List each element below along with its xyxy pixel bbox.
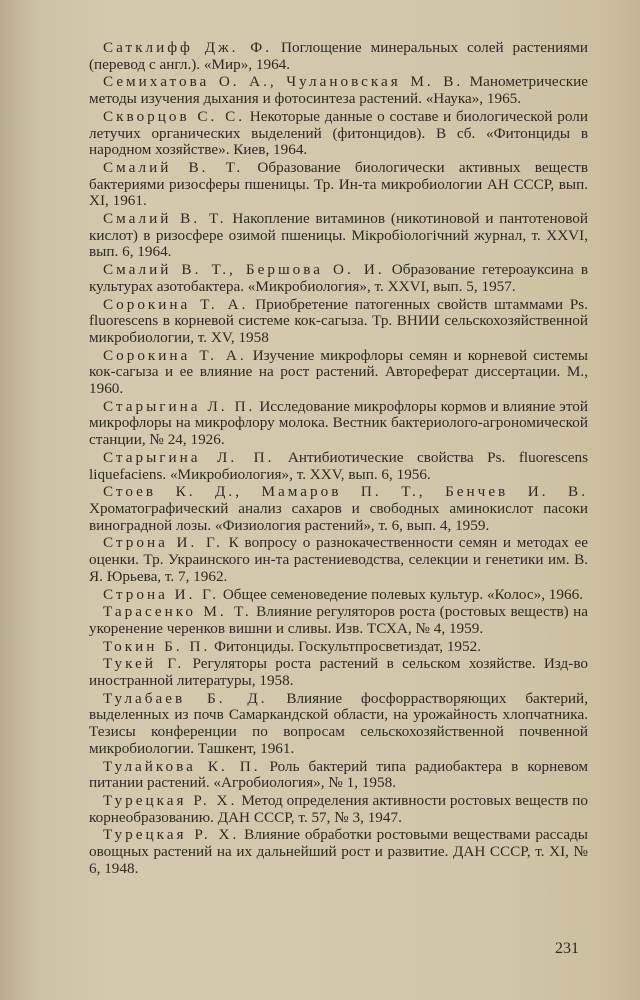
bibliography-entry	[89, 109, 588, 159]
entry-text: Влияние фосфоррастворяющих бактерий, выделенных из почв Самаркандской области, на урожайность хлопчатника. Тезисы конференции по вопросам сельскохозяйственной почвенной микробиологии. Ташкент, 1961.	[89, 689, 588, 757]
entry-author: Скворцов С. С.	[103, 107, 245, 125]
entry-text: Регуляторы роста растений в сельском хозяйстве. Изд-во иностранной литературы, 1958.	[89, 655, 588, 690]
bibliography-entry	[89, 399, 588, 449]
entry-author: Смалий В. Т., Бершова О. И.	[103, 261, 385, 279]
entry-text: Антибиотические свойства Ps. fluorescens liquefaciens. «Микробиология», т. XXV, вып. 6, 1956.	[89, 448, 588, 483]
entry-text: Накопление витаминов (никотиновой и пантотеновой кислот) в ризосфере озимой пшеницы. Мікробіологічний журнал, т. XXVI, вып. 6, 1964.	[89, 210, 588, 261]
entry-author: Старыгина Л. П.	[103, 397, 256, 415]
entry-author: Смалий В. Т.	[103, 210, 227, 228]
entry-author: Турецкая Р. Х.	[103, 791, 238, 809]
entry-text: Роль бактерий типа радиобактера в корневом питании растений. «Агробиология», № 1, 1958.	[89, 757, 588, 792]
bibliography-entry	[89, 759, 588, 792]
bibliography-entry	[89, 262, 588, 295]
entry-author: Смалий В. Т.	[103, 158, 244, 176]
bibliography-entry	[89, 656, 588, 689]
bibliography-entry	[89, 639, 588, 656]
entry-author: Сатклифф Дж. Ф.	[103, 39, 273, 56]
entry-text: Приобретение патогенных свойств штаммами Ps. fluorescens в корневой системе кок-сагыза. Тр. ВНИИ сельскохозяйственной микробиологии, т. XV, 1958	[89, 295, 588, 346]
page-number: 231	[555, 940, 579, 957]
entry-text: Поглощение минеральных солей растениями (перевод с англ.). «Мир», 1964.	[89, 39, 588, 73]
entry-author: Стоев К. Д., Мамаров П. Т., Бенчев И. В.	[103, 483, 588, 501]
entry-author: Строна И. Г.	[103, 534, 223, 552]
entry-text: Образование гетероауксина в культурах азотобактера. «Микробиология», т. XXVI, вып. 5, 1957.	[89, 261, 588, 295]
bibliography-entry	[89, 827, 588, 877]
entry-text: Влияние обработки ростовыми веществами рассады овощных растений на их дальнейший рост и развитие. ДАН СССР, т. XI, № 6, 1948.	[89, 826, 588, 877]
bibliography-list	[89, 40, 588, 878]
entry-author: Турецкая Р. Х.	[103, 826, 240, 844]
bibliography-entry	[89, 160, 588, 210]
bibliography-entry	[89, 587, 588, 604]
entry-text: Хроматографический анализ сахаров и свободных аминокислот пасоки виноградной лозы. «Физиология растений», т. 6, вып. 4, 1959.	[89, 499, 588, 534]
entry-author: Тарасенко М. Т.	[103, 603, 252, 621]
entry-text: Фитонциды. Госкультпросветиздат, 1952.	[210, 637, 482, 655]
entry-text: Изучение микрофлоры семян и корневой системы кок-сагыза и ее влияние на рост растений. Автореферат диссертации. М., 1960.	[89, 346, 588, 398]
bibliography-entry	[89, 74, 588, 107]
entry-author: Сорокина Т. А.	[103, 295, 249, 313]
bibliography-entry	[89, 297, 588, 347]
entry-author: Сорокина Т. А.	[103, 346, 247, 364]
bibliography-entry	[89, 793, 588, 826]
bibliography-entry	[89, 348, 588, 398]
entry-text: Исследование микрофлоры кормов и влияние этой микрофлоры на микрофлору молока. Вестник бактериолого-агрономической станции, № 24, 1926.	[89, 397, 588, 449]
entry-author: Тулайкова К. П.	[103, 757, 261, 775]
entry-author: Строна И. Г.	[103, 585, 220, 603]
entry-text: Некоторые данные о составе и биологической роли летучих органических выделений (фитонцидов). В сб. «Фитонциды в народном хозяйстве». Киев, 1964.	[89, 107, 588, 159]
entry-author: Семихатова О. А., Чулановская М. В.	[103, 73, 464, 91]
bibliography-entry	[89, 450, 588, 483]
entry-author: Тукей Г.	[103, 655, 185, 673]
entry-text: Образование биологически активных веществ бактериями ризосферы пшеницы. Тр. Ин-та микробиологии АН СССР, вып. XI, 1961.	[89, 158, 588, 210]
bibliography-entry	[89, 40, 588, 73]
entry-author: Токин Б. П.	[103, 637, 211, 655]
bibliography-entry	[89, 535, 588, 585]
bibliography-entry	[89, 604, 588, 637]
bibliography-entry	[89, 211, 588, 261]
entry-text: Метод определения активности ростовых веществ по корнеобразованию. ДАН СССР, т. 57, № 3, 1947.	[89, 791, 588, 826]
bibliography-entry	[89, 691, 588, 758]
entry-text: Влияние регуляторов роста (ростовых веществ) на укоренение черенков вишни и сливы. Изв. ТСХА, № 4, 1959.	[89, 603, 588, 637]
entry-text: Общее семеноведение полевых культур. «Колос», 1966.	[219, 585, 583, 603]
entry-author: Старыгина Л. П.	[103, 448, 275, 466]
bibliography-entry	[89, 484, 588, 534]
entry-text: Манометрические методы изучения дыхания и фотосинтеза растений. «Наука», 1965.	[89, 73, 588, 108]
entry-author: Тулабаев Б. Д.	[103, 689, 268, 707]
entry-text: К вопросу о разнокачественности семян и методах ее оценки. Тр. Украинского ин-та растениеводства, селекции и генетики им. В. Я. Юрьева, т. 7, 1962.	[89, 534, 589, 585]
